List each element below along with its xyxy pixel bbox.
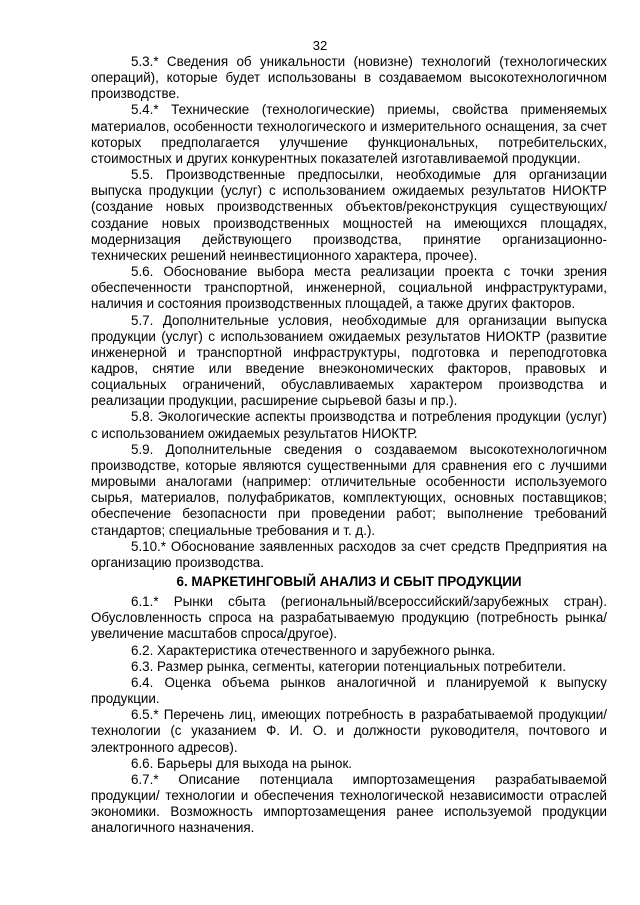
paragraph-6-3: 6.3. Размер рынка, сегменты, категории потенциальных потребители. <box>131 658 566 674</box>
paragraph-5-6: 5.6. Обоснование выбора места реализации проекта с точки зрения обеспеченности транспортной, инженерной, социальной инфраструктурами, наличия и состояния производственных площадей, а также других факторов. <box>91 264 607 312</box>
paragraph-5-8: 5.8. Экологические аспекты производства и потребления продукции (услуг) с использованием ожидаемых результатов НИОКТР. <box>91 409 607 441</box>
section-heading: 6. МАРКЕТИНГОВЫЙ АНАЛИЗ И СБЫТ ПРОДУКЦИИ <box>176 574 522 589</box>
page-number: 32 <box>312 38 328 53</box>
paragraph-5-7: 5.7. Дополнительные условия, необходимые для организации выпуска продукции (услуг) с использованием ожидаемых результатов НИОКТР (развитие инженерной и транспортной инфраструктуры, подготовка и переподготовка кадров, снятие или введение внеэкономических факторов, правовых и социальных ограничений, обуславливаемых характером производства и реализации продукции, расширение сырьевой базы и пр.). <box>91 312 607 409</box>
paragraph-5-3: 5.3.* Сведения об уникальности (новизне) технологий (технологических операций), которые будет использованы в создаваемом высокотехнологичном производстве. <box>91 54 607 102</box>
paragraph-5-9: 5.9. Дополнительные сведения о создаваемом высокотехнологичном производстве, которые являются существенными для сравнения его с лучшими мировыми аналогами (например: отличительные особенности используемого сырья, материалов, полуфабрикатов, комплектующих, основных поставщиков; обеспечение безопасности при проведении работ; выполнение требований стандартов; специальные требования и т. д.). <box>91 441 607 538</box>
paragraph-6-5: 6.5.* Перечень лиц, имеющих потребность в разрабатываемой продукции/технологии (с указанием Ф. И. О. и должности руководителя, почтового и электронного адресов). <box>91 707 607 755</box>
paragraph-5-4: 5.4.* Технические (технологические) приемы, свойства применяемых материалов, особенности технологического и измерительного оснащения, за счет которых предполагается улучшение функциональных, потребительских, стоимостных и других конкурентных показателей изготавливаемой продукции. <box>91 102 607 166</box>
paragraph-5-5: 5.5. Производственные предпосылки, необходимые для организации выпуска продукции (услуг) с использованием ожидаемых результатов НИОКТР (создание новых производственных объектов/реконструкция существующих/создание новых производственных мощностей на имеющихся площадях, модернизация действующего производства, принятие организационно-технических решений неинвестиционного характера, прочее). <box>91 167 607 263</box>
paragraph-6-1: 6.1.* Рынки сбыта (региональный/всероссийский/зарубежных стран). Обусловленность спроса на разрабатываемую продукцию (потребность рынка/увеличение масштабов спроса/другое). <box>91 594 607 642</box>
paragraph-6-7: 6.7.* Описание потенциала импортозамещения разрабатываемой продукции/ технологии и обеспечения технологической независимости отраслей экономики. Возможность импортозамещения ранее используемой продукции аналогичного назначения. <box>91 771 607 836</box>
paragraph-5-10: 5.10.* Обоснование заявленных расходов за счет средств Предприятия на организацию производства. <box>91 538 607 570</box>
paragraph-6-6: 6.6. Барьеры для выхода на рынок. <box>131 755 353 771</box>
document-body <box>91 54 607 837</box>
paragraph-6-4: 6.4. Оценка объема рынков аналогичной и планируемой к выпуску продукции. <box>91 674 607 707</box>
paragraph-6-2: 6.2. Характеристика отечественного и зарубежного рынка. <box>131 642 496 658</box>
